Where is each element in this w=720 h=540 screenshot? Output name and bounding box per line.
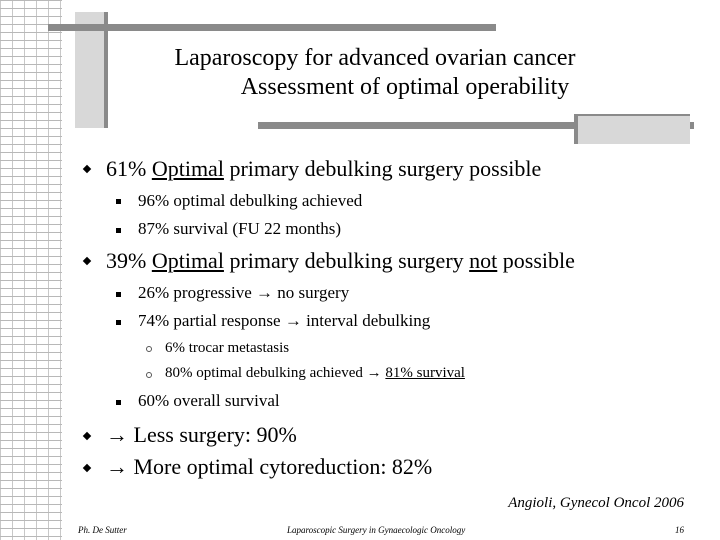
square-bullet-icon [116, 199, 121, 204]
bullet-text: no surgery [273, 283, 350, 302]
circle-bullet-icon [146, 346, 152, 352]
bullet-text: interval debulking [301, 311, 431, 330]
bullet-text: primary debulking surgery [223, 248, 470, 273]
bullet-optimal-possible [106, 156, 541, 182]
arrow-right-icon: → [256, 283, 274, 302]
bullet-text-underlined: 81% survival [385, 365, 465, 381]
bullet-more-cytoreduction [106, 454, 432, 480]
slide-title [80, 44, 670, 102]
square-bullet-icon [116, 400, 121, 405]
footer-author: Ph. De Sutter [78, 525, 127, 535]
square-bullet-icon [116, 228, 121, 233]
title-line-2: Assessment of optimal operability [240, 74, 570, 100]
title-frame-top [48, 24, 496, 31]
title-frame-right [574, 114, 690, 144]
bullet-less-surgery [106, 422, 297, 448]
sub-bullet-debulking-achieved: 96% optimal debulking achieved [138, 191, 363, 210]
bullet-text-underlined: Optimal [151, 156, 224, 181]
sub-bullet-progressive [138, 283, 349, 303]
bullet-text: primary debulking surgery possible [223, 156, 542, 181]
title-line-1: Laparoscopy for advanced ovarian cancer [174, 45, 576, 71]
bullet-text: Less surgery: 90% [128, 422, 297, 447]
sub-bullet-survival: 87% survival (FU 22 months) [138, 219, 342, 238]
sub-bullet-overall-survival: 60% overall survival [138, 391, 280, 410]
circle-bullet-icon [146, 372, 152, 378]
diamond-bullet-icon [83, 432, 91, 440]
sub-sub-bullet-trocar: 6% trocar metastasis [165, 340, 290, 356]
square-bullet-icon [116, 292, 121, 297]
citation: Angioli, Gynecol Oncol 2006 [508, 495, 684, 511]
footer-title: Laparoscopic Surgery in Gynaecologic Oncology [287, 525, 466, 535]
page-number: 16 [675, 525, 684, 535]
sub-sub-bullet-optimal-achieved [165, 365, 465, 382]
bullet-text-underlined: Optimal [151, 248, 224, 273]
bullet-optimal-not-possible [106, 248, 575, 274]
diamond-bullet-icon [83, 257, 91, 265]
diamond-bullet-icon [83, 165, 91, 173]
arrow-right-icon: → [106, 422, 128, 447]
bullet-text-underlined: not [469, 248, 498, 273]
bullet-text: More optimal cytoreduction: 82% [128, 454, 433, 479]
decorative-grid [0, 0, 62, 540]
arrow-right-icon: → [284, 311, 302, 330]
diamond-bullet-icon [83, 464, 91, 472]
bullet-text: 80% optimal debulking achieved [165, 365, 367, 381]
bullet-text: possible [497, 248, 575, 273]
bullet-text: 39% [106, 248, 152, 273]
arrow-right-icon: → [106, 454, 128, 479]
bullet-text: 61% [106, 156, 152, 181]
bullet-text: 74% partial response [138, 311, 285, 330]
bullet-text: 26% progressive [138, 283, 257, 302]
sub-bullet-partial-response [138, 311, 430, 331]
arrow-right-icon: → [366, 365, 382, 381]
square-bullet-icon [116, 320, 121, 325]
